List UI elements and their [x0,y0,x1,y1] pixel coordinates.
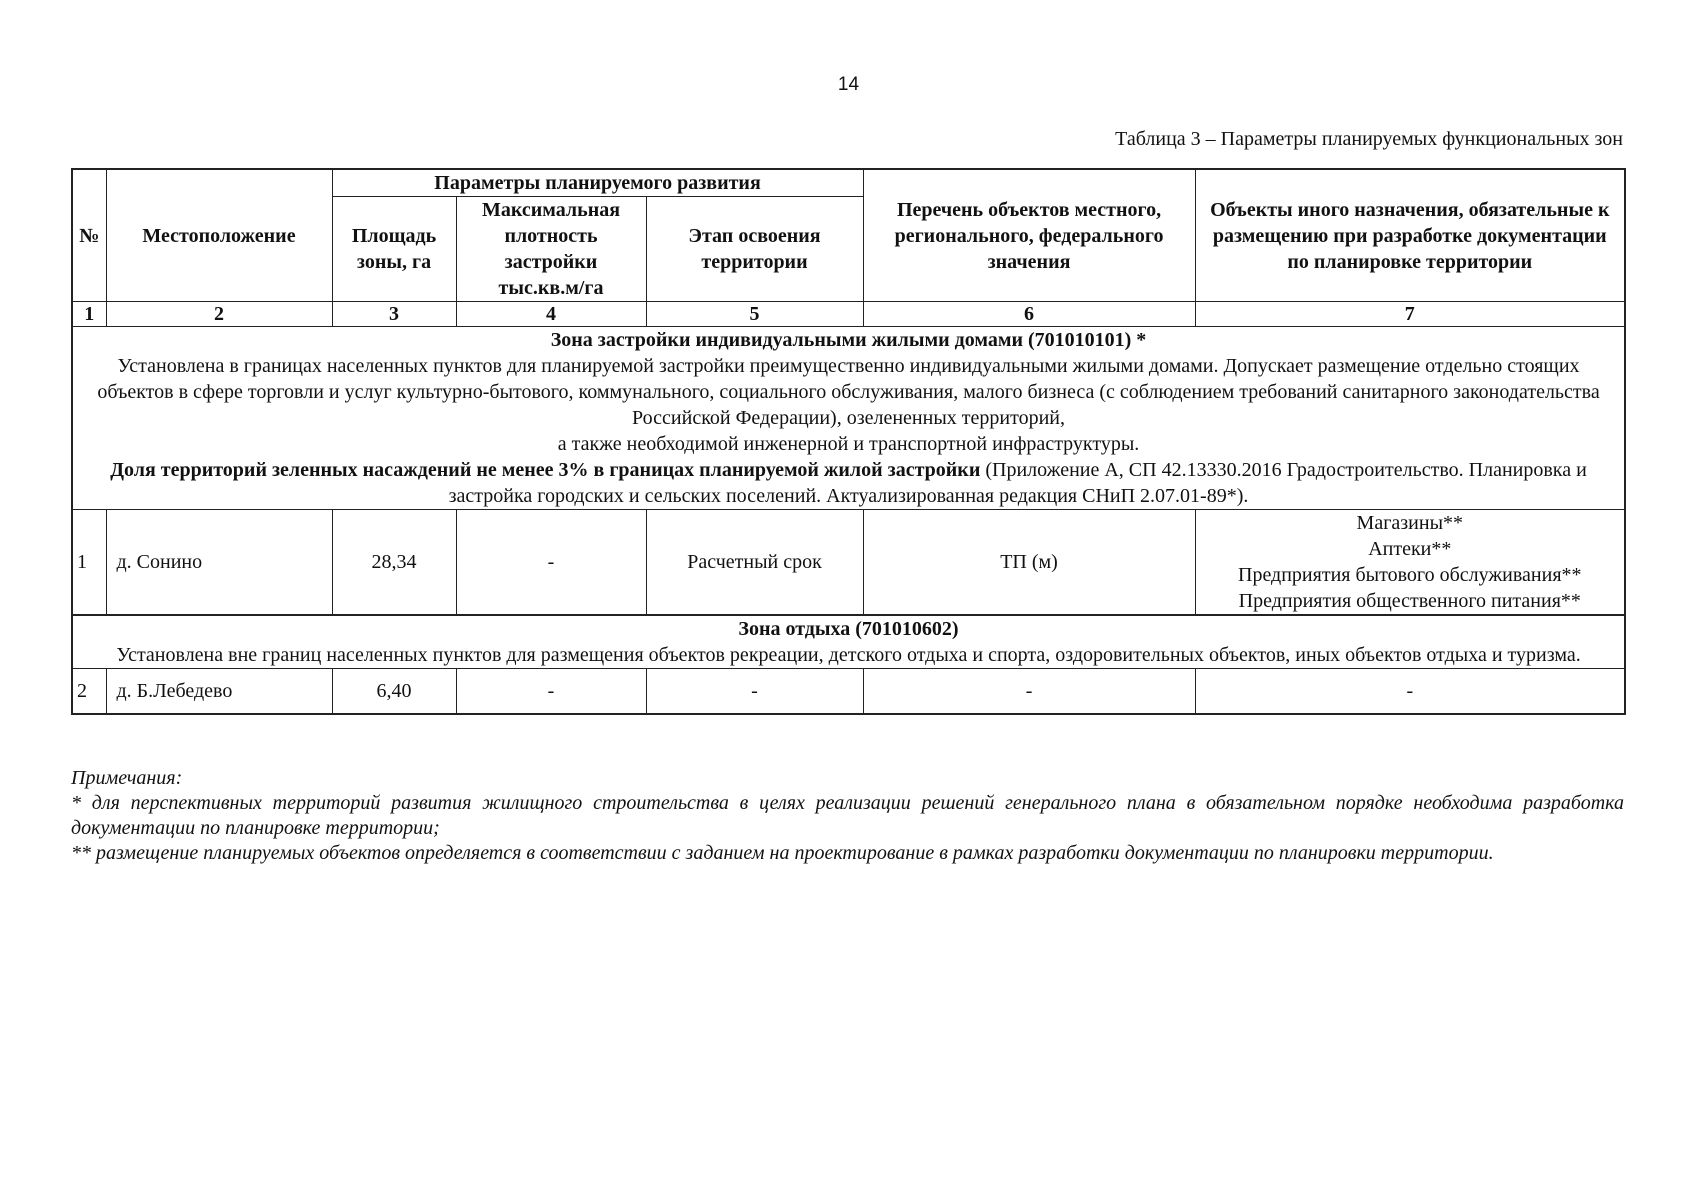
header-other-objects: Объекты иного назначения, обязательные к размещению при разработке документации по планировке территории [1195,169,1625,302]
zone2-row [72,615,1625,669]
header-no: № [72,169,106,302]
header-location: Местоположение [106,169,332,302]
row-stage: - [646,669,863,715]
column-numbers-row [72,302,1625,327]
table-row [72,510,1625,616]
zone1-title: Зона застройки индивидуальными жилыми домами (701010101) * [550,329,1147,351]
table-row [72,669,1625,715]
page-number: 14 [837,74,860,95]
col-number: 6 [863,302,1195,327]
zone1-green-rest: (Приложение А, СП 42.13330.2016 Градостроительство. Планировка и застройка городских и сельских поселений. Актуализированная редакция СНиП 2.07.01-89*). [448,459,1587,507]
notes [71,766,1624,866]
zone1-cell [72,327,1625,510]
row-number: 2 [72,669,106,715]
row-density: - [456,669,646,715]
zone2-cell [72,615,1625,669]
note-2: ** размещение планируемых объектов определяется в соответствии с заданием на проектирование в рамках разработки документации по планировки территории. [71,842,1494,864]
zone2-title: Зона отдыха (701010602) [738,618,959,640]
row-other-objects [1195,510,1625,616]
other-object-item: Предприятия бытового обслуживания** [1238,564,1582,586]
col-number: 4 [456,302,646,327]
header-params-group: Параметры планируемого развития [332,169,863,197]
zone2-description: Установлена вне границ населенных пунктов для размещения объектов рекреации, детского отдыха и спорта, оздоровительных объектов, иных объектов отдыха и туризма. [116,644,1581,666]
col-number: 3 [332,302,456,327]
row-location: д. Б.Лебедево [106,669,332,715]
other-object-item: Магазины** [1356,512,1464,534]
row-number: 1 [72,510,106,616]
header-objects: Перечень объектов местного, регионального, федерального значения [863,169,1195,302]
row-objects: - [863,669,1195,715]
header-area: Площадь зоны, га [332,197,456,302]
col-number: 5 [646,302,863,327]
row-area: 28,34 [332,510,456,616]
row-stage: Расчетный срок [646,510,863,616]
table-caption: Таблица 3 – Параметры планируемых функциональных зон [1115,128,1623,150]
row-location: д. Сонино [106,510,332,616]
col-number: 2 [106,302,332,327]
other-object-item: Предприятия общественного питания** [1238,590,1581,612]
col-number: 1 [72,302,106,327]
row-density: - [456,510,646,616]
row-area: 6,40 [332,669,456,715]
zone1-green-share [79,457,1618,509]
row-objects: ТП (м) [863,510,1195,616]
zone1-row [72,327,1625,510]
header-stage: Этап освоения территории [646,197,863,302]
other-object-item: Аптеки** [1368,538,1452,560]
zone1-description-2: а также необходимой инженерной и транспортной инфраструктуры. [557,433,1140,455]
note-1: * для перспективных территорий развития жилищного строительства в целях реализации решений генерального плана в обязательном порядке необходима разработка документации по планировке территории; [71,792,1624,839]
notes-title: Примечания: [71,767,183,789]
zone1-description: Установлена в границах населенных пунктов для планируемой застройки преимущественно индивидуальными жилыми домами. Допускает размещение отдельно стоящих объектов в сфере торговли и услуг культурно-бытового, коммунального, социального обслуживания, малого бизнеса (с соблюдением требований санитарного законодательства Российской Федерации), озелененных территорий, [97,355,1600,429]
header-density: Максимальная плотность застройки тыс.кв.м/га [456,197,646,302]
col-number: 7 [1195,302,1625,327]
parameters-table [71,168,1626,715]
row-other-objects: - [1195,669,1625,715]
zone1-green-bold: Доля территорий зеленных насаждений не менее 3% в границах планируемой жилой застройки [110,459,981,481]
